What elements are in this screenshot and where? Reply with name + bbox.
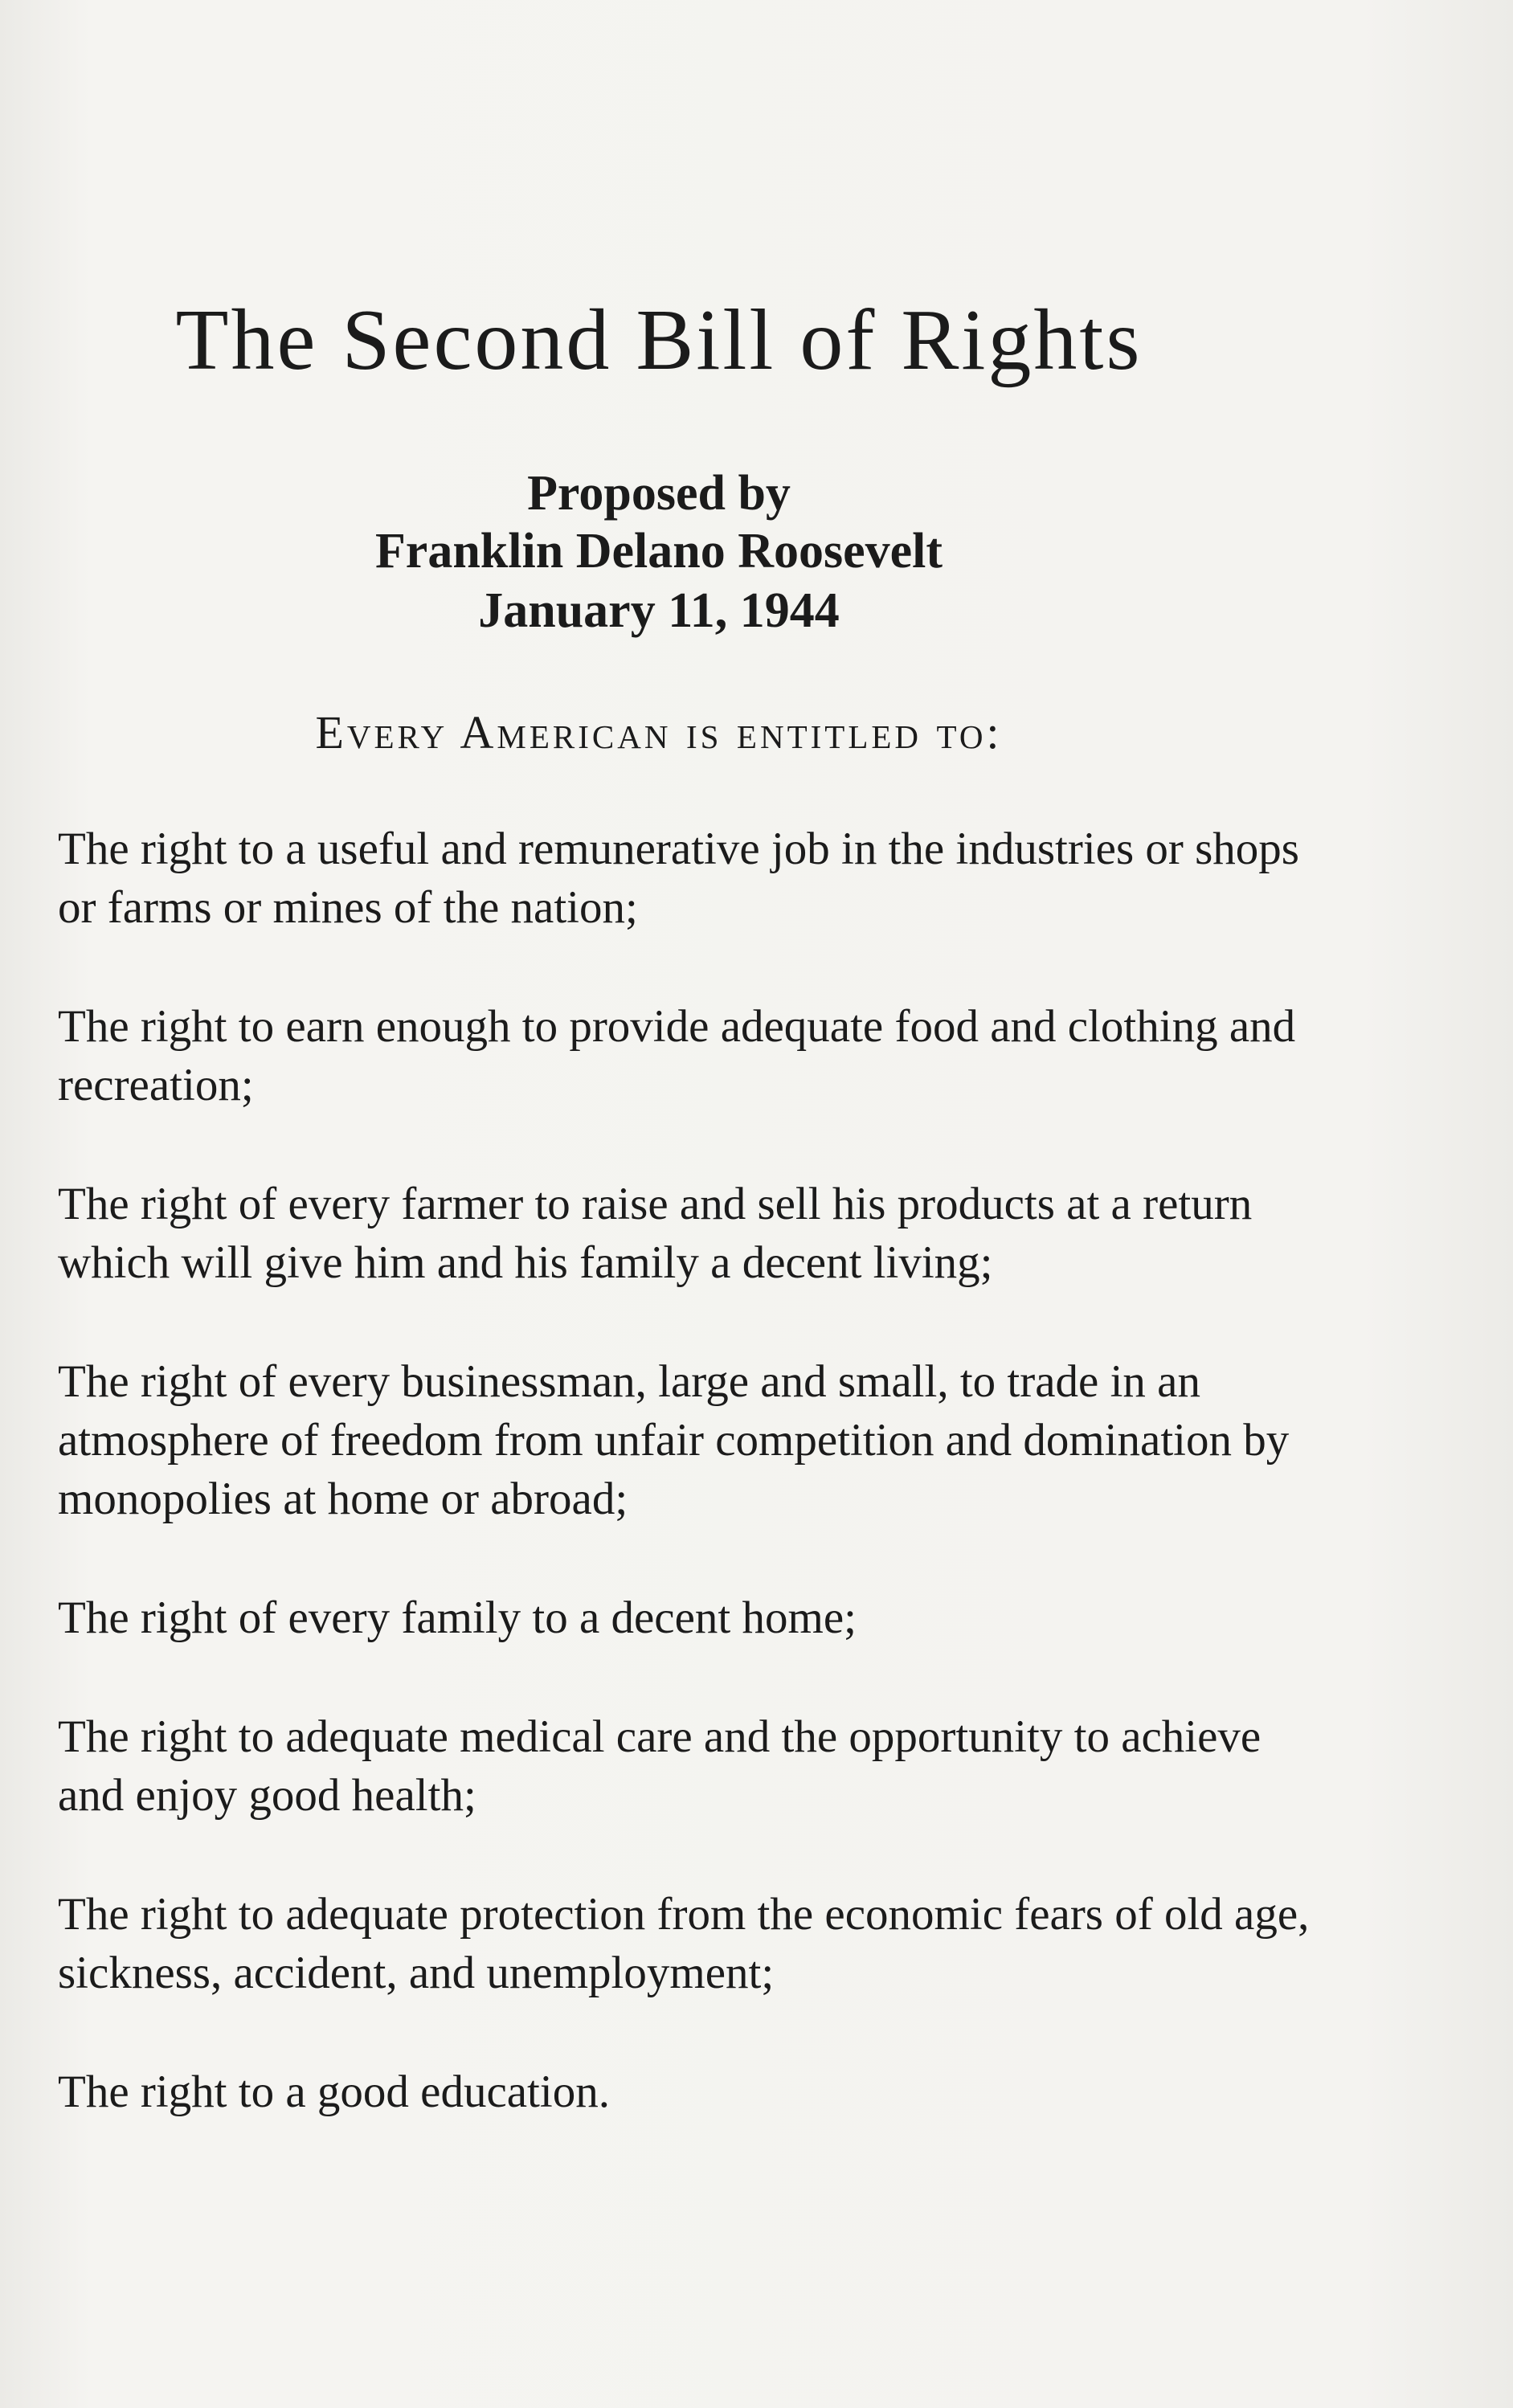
page-title: The Second Bill of Rights	[175, 292, 1143, 388]
rights-list	[58, 820, 1327, 2181]
right-item-protection: The right to adequate protection from the economic fears of old age, sickness, accident, and unemployment;	[58, 1889, 1310, 1998]
right-item-farmer: The right of every farmer to raise and sell his products at a return which will give him and his family a decent living;	[58, 1179, 1253, 1288]
proposal-date: January 11, 1944	[478, 583, 840, 638]
right-item-earnings: The right to earn enough to provide adequate food and clothing and recreation;	[58, 1001, 1296, 1110]
right-item-home: The right of every family to a decent home;	[58, 1592, 857, 1643]
right-item-job: The right to a useful and remunerative job in the industries or shops or farms or mines of the nation;	[58, 824, 1299, 933]
right-item-medical-care: The right to adequate medical care and the opportunity to achieve and enjoy good health;	[58, 1711, 1262, 1821]
right-item-education: The right to a good education.	[58, 2067, 610, 2117]
entitled-heading: Every American is entitled to:	[315, 706, 1003, 758]
author-name: Franklin Delano Roosevelt	[374, 524, 943, 578]
proposed-by-line: Proposed by	[527, 466, 791, 521]
right-item-businessman: The right of every businessman, large and small, to trade in an atmosphere of freedom from unfair competition and domination by monopolies at home or abroad;	[58, 1356, 1290, 1524]
